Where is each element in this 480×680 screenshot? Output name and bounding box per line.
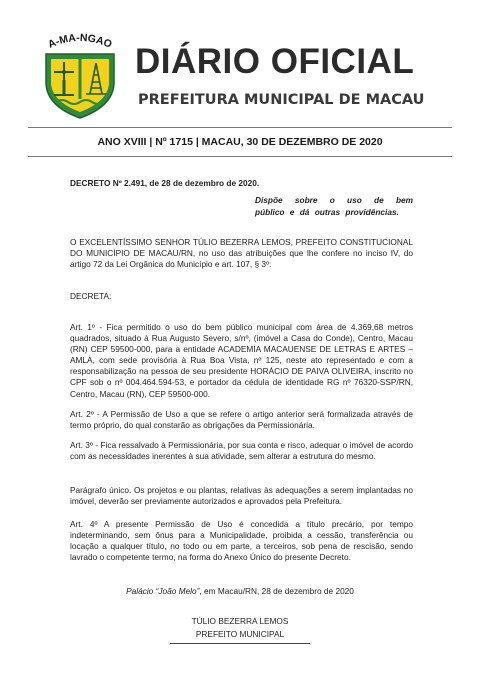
masthead: [0, 0, 480, 120]
decree-title: DECRETO Nº 2.491, de 28 de dezembro de 2020.: [70, 178, 260, 188]
macau-coat-of-arms-logo: [40, 30, 120, 120]
signatory-name: TÚLIO BEZERRA LEMOS: [191, 616, 289, 626]
signature-place-date: [0, 586, 480, 596]
signature-underline: [170, 643, 310, 644]
newspaper-title: DIÁRIO OFICIAL: [135, 42, 415, 81]
newspaper-subtitle: PREFEITURA MUNICIPAL DE MACAU: [138, 92, 425, 108]
palace-name: Palácio “João Melo”: [126, 586, 200, 596]
svg-text:A-MA-NGAO: [46, 32, 113, 51]
decree-ementa: Dispõe sobre o uso de bem público e dá outras providências.: [255, 195, 413, 217]
article-3: Art. 3º - Fica ressalvado à Permissionária, por sua conta e risco, adequar o imóvel de acordo com as necessidades inerentes à sua atividade, sem alterar a estrutura do mesmo.: [70, 440, 413, 462]
edition-divider-bottom: [28, 156, 452, 157]
article-2: Art. 2º - A Permissão de Uso a que se refere o artigo anterior será formalizada através de termo próprio, do qual constarão as obrigações da Permissionária.: [70, 409, 413, 431]
paragrafo-unico: Parágrafo único. Os projetos e ou plantas, relativas às adequações a serem implantadas no imóvel, deverão ser previamente autorizados e aprovados pela Prefeitura.: [70, 485, 413, 507]
edition-divider-top: [28, 127, 452, 128]
place-date: , em Macau/RN, 28 de dezembro de 2020: [199, 586, 354, 596]
logo-banner-text: A-MA-NGAO: [46, 31, 114, 51]
edition-info: ANO XVIII | Nº 1715 | MACAU, 30 DE DEZEMBRO DE 2020: [97, 136, 383, 148]
signatory-role: PREFEITO MUNICIPAL: [195, 629, 285, 639]
decree-preamble: O EXCELENTÍSSIMO SENHOR TÚLIO BEZERRA LEMOS, PREFEITO CONSTITUCIONAL DO MUNICÍPIO DE MACAU/RN, no uso das atribuições que lhe confere no inciso IV, do artigo 72 da Lei Orgânica do Município e art. 107, § 3º:: [70, 237, 413, 270]
decreta-heading: DECRETA:: [70, 291, 112, 301]
article-1: Art. 1º - Fica permitido o uso do bem público municipal com área de 4.369,68 metros quadrados, situado à Rua Augusto Severo, s/nº, (imóvel a Casa do Conde), Centro, Macau (RN) CEP 59500-000, para a entidade ACADEMIA MACAUENSE DE LETRAS E ARTES – AMLA, com sede provisória à Rua Boa Vista, nº 125, neste ato representado e com a responsabilização na pessoa de seu presidente HORÁCIO DE PAIVA OLIVEIRA, inscrito no CPF sob o nº 004.464.594-53, e portador da cédula de identidade RG nº 76320-SSP/RN, Centro, Macau (RN), CEP 59500-000.: [70, 322, 413, 399]
article-4: Art. 4º A presente Permissão de Uso é concedida a título precário, por tempo indeterminando, sem ônus para a Municipalidade, proibida a cessão, transferência ou locação a qualquer título, no todo ou em parte, a terceiros, sob pena de rescisão, sendo lavrado o competente termo, na forma do Anexo Único do presente Decreto.: [70, 519, 413, 563]
